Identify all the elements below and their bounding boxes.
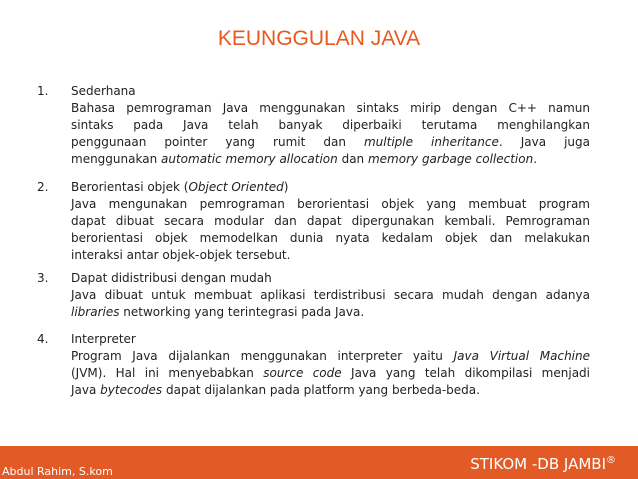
item-text-line bbox=[71, 365, 590, 382]
item-heading: Sederhana bbox=[71, 84, 136, 98]
item-text-line: Bahasa pemrograman Java menggunakan sintaks mirip dengan C++ namun bbox=[71, 101, 590, 115]
item-text-line bbox=[71, 304, 590, 321]
list-item bbox=[37, 83, 590, 168]
text-run: Java yang telah dikompilasi menjadi bbox=[341, 366, 590, 380]
text-run: ) bbox=[283, 180, 289, 194]
text-run: networking yang terintegrasi pada Java. bbox=[119, 305, 365, 319]
list-item bbox=[37, 179, 590, 264]
item-text-line: dapat dibuat secara modular dan dapat dipergunakan kembali. Pemrograman bbox=[71, 214, 590, 228]
text-run: Berorientasi objek ( bbox=[71, 180, 189, 194]
list-item bbox=[37, 331, 590, 399]
slide-title: KEUNGGULAN JAVA bbox=[217, 27, 421, 50]
italic-term: multiple inheritance bbox=[363, 135, 499, 149]
item-text-line bbox=[71, 348, 590, 365]
item-text-line: Java dibuat untuk membuat aplikasi terdistribusi secara mudah dengan adanya bbox=[71, 288, 590, 302]
italic-term: libraries bbox=[71, 305, 120, 319]
text-run: . Java juga bbox=[498, 135, 590, 149]
text-run: penggunaan pointer yang rumit dan bbox=[71, 135, 364, 149]
text-run: dapat dijalankan pada platform yang berbeda-beda. bbox=[162, 383, 480, 397]
italic-term: memory garbage collection bbox=[367, 152, 534, 166]
list-item bbox=[37, 270, 590, 321]
text-run: . bbox=[533, 152, 538, 166]
text-run: menggunakan bbox=[71, 152, 161, 166]
text-run: Program Java dijalankan menggunakan interpreter yaitu bbox=[71, 349, 454, 363]
item-number: 3. bbox=[37, 271, 49, 285]
item-number: 1. bbox=[37, 84, 49, 98]
italic-term: Java Virtual Machine bbox=[453, 349, 590, 363]
text-run: Java bbox=[71, 383, 101, 397]
item-heading: Dapat didistribusi dengan mudah bbox=[71, 271, 272, 285]
item-number: 2. bbox=[37, 180, 49, 194]
italic-term: automatic memory allocation bbox=[161, 152, 338, 166]
item-text-line: Java mengunakan pemrograman berorientasi objek yang membuat program bbox=[71, 197, 590, 211]
item-text-line: sintaks pada Java telah banyak diperbaiki terutama menghilangkan bbox=[71, 118, 590, 132]
footer-bar bbox=[0, 446, 638, 479]
registered-mark-icon: ® bbox=[606, 455, 616, 466]
text-run: dan bbox=[337, 152, 368, 166]
item-heading bbox=[71, 179, 590, 196]
author-name: Abdul Rahim, S.kom bbox=[2, 465, 113, 478]
italic-term: Object Oriented bbox=[188, 180, 284, 194]
organization-name bbox=[470, 455, 616, 473]
item-text-line: berorientasi objek memodelkan dunia nyata kedalam objek dan melakukan bbox=[71, 231, 590, 245]
italic-term: bytecodes bbox=[100, 383, 163, 397]
item-heading: Interpreter bbox=[71, 332, 136, 346]
item-text-line: interaksi antar objek-objek tersebut. bbox=[71, 248, 291, 262]
item-number: 4. bbox=[37, 332, 49, 346]
text-run: (JVM). Hal ini menyebabkan bbox=[71, 366, 264, 380]
org-label: STIKOM -DB JAMBI bbox=[470, 455, 606, 473]
item-text-line bbox=[71, 134, 590, 151]
italic-term: source code bbox=[263, 366, 342, 380]
item-text-line bbox=[71, 382, 590, 399]
item-text-line bbox=[71, 151, 590, 168]
